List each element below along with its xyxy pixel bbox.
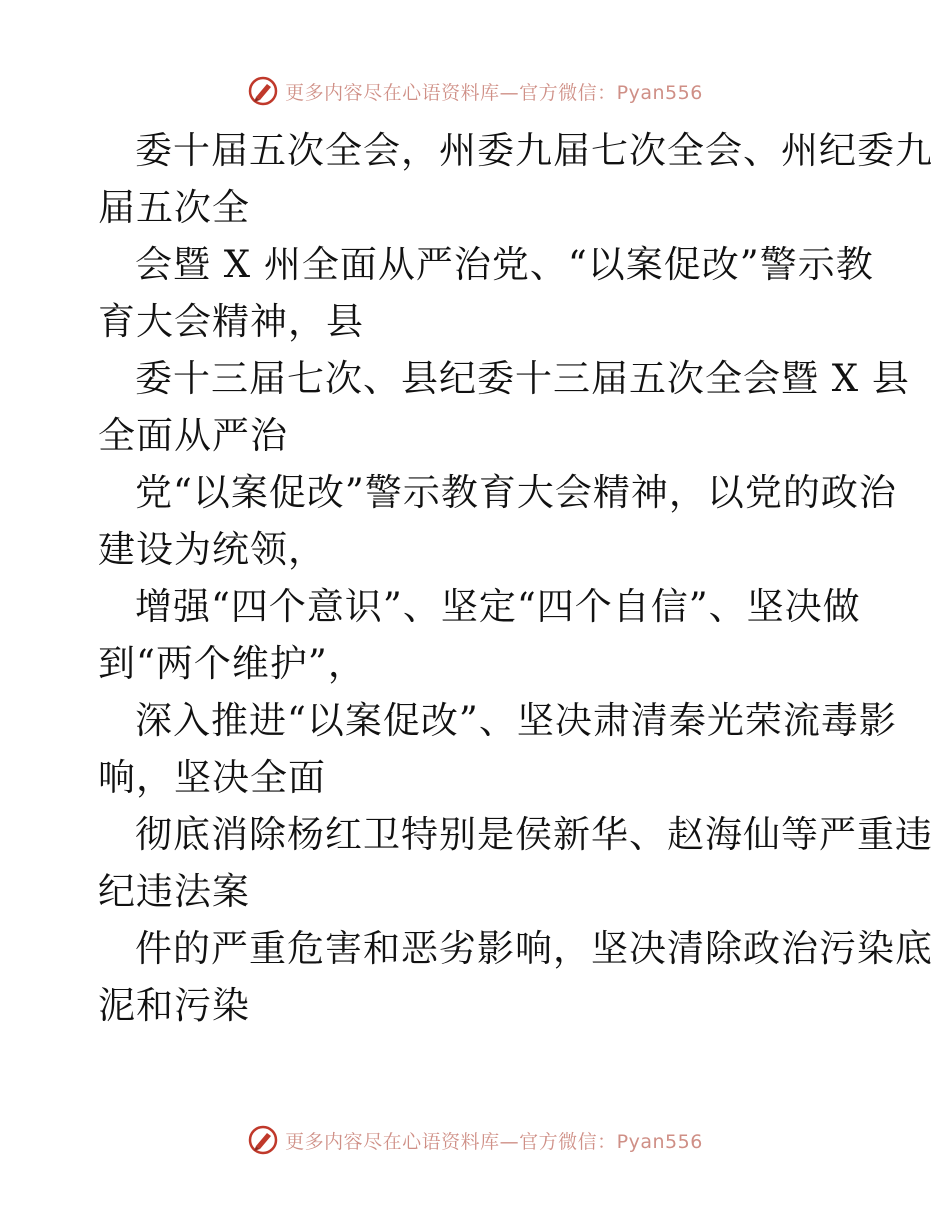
header-watermark bbox=[0, 71, 950, 111]
watermark-text: 更多内容尽在心语资料库—官方微信：Pyan556 bbox=[285, 81, 703, 104]
paragraph bbox=[98, 920, 933, 1034]
paragraph bbox=[98, 236, 874, 350]
paragraph bbox=[98, 806, 933, 920]
paragraph-line: 到“两个维护”， bbox=[98, 642, 366, 685]
paragraph bbox=[98, 464, 897, 578]
paragraph bbox=[98, 578, 861, 692]
paragraph-line: 响，坚决全面 bbox=[98, 756, 326, 799]
paragraph-line: 彻底消除杨红卫特别是侯新华、赵海仙等严重违 bbox=[135, 813, 933, 856]
footer-watermark bbox=[0, 1120, 950, 1160]
pen-logo-icon bbox=[247, 75, 279, 107]
paragraph-line: 育大会精神，县 bbox=[98, 300, 364, 343]
paragraph-line: 党“以案促改”警示教育大会精神，以党的政治 bbox=[135, 471, 897, 514]
paragraph bbox=[98, 350, 910, 464]
document-body bbox=[98, 122, 933, 1034]
paragraph bbox=[98, 122, 933, 236]
paragraph-line: 全面从严治 bbox=[98, 414, 288, 457]
paragraph-line: 委十三届七次、县纪委十三届五次全会暨 X 县 bbox=[135, 357, 910, 400]
paragraph-line: 纪违法案 bbox=[98, 870, 250, 913]
paragraph bbox=[98, 692, 897, 806]
paragraph-line: 深入推进“以案促改”、坚决肃清秦光荣流毒影 bbox=[135, 699, 897, 742]
paragraph-line: 届五次全 bbox=[98, 186, 250, 229]
paragraph-line: 增强“四个意识”、坚定“四个自信”、坚决做 bbox=[135, 585, 861, 628]
paragraph-line: 会暨 X 州全面从严治党、“以案促改”警示教 bbox=[135, 243, 874, 286]
watermark-text: 更多内容尽在心语资料库—官方微信：Pyan556 bbox=[285, 1130, 703, 1153]
paragraph-line: 泥和污染 bbox=[98, 984, 250, 1027]
pen-logo-icon bbox=[247, 1124, 279, 1156]
paragraph-line: 委十届五次全会，州委九届七次全会、州纪委九 bbox=[135, 129, 933, 172]
paragraph-line: 件的严重危害和恶劣影响，坚决清除政治污染底 bbox=[135, 927, 933, 970]
paragraph-line: 建设为统领， bbox=[98, 528, 326, 571]
